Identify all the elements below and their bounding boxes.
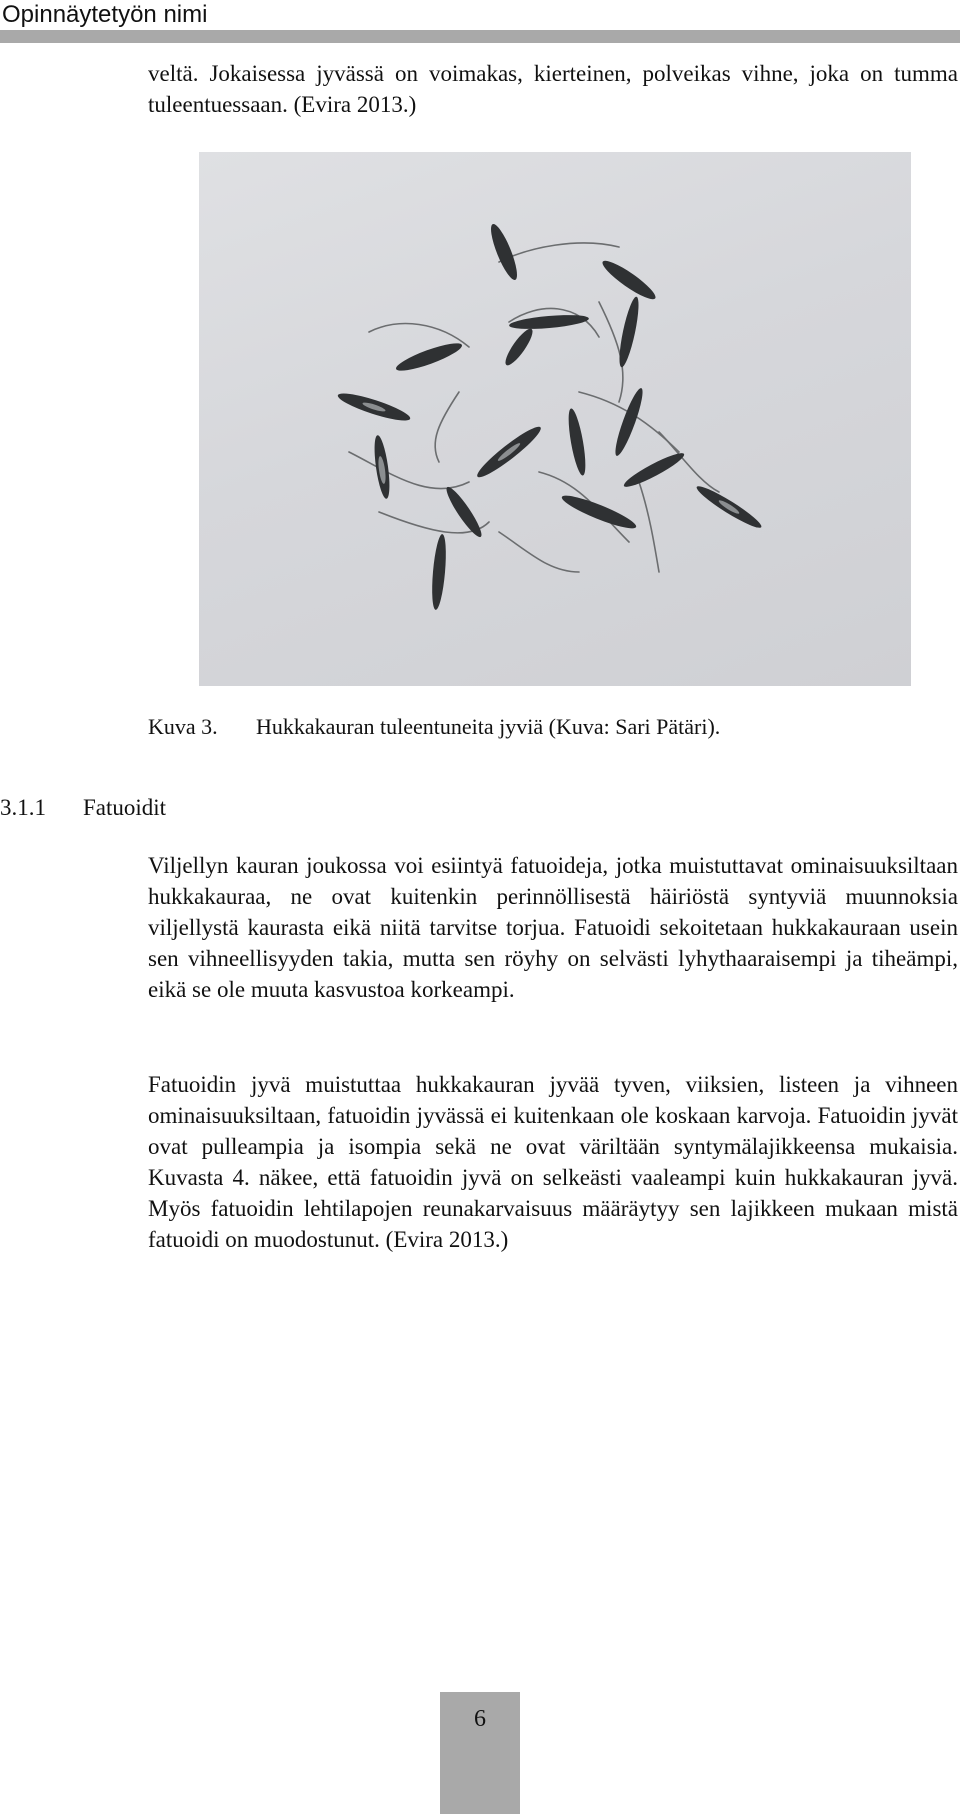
page-number: 6 xyxy=(474,1706,486,1732)
figure-number: Kuva 3. xyxy=(148,714,218,739)
seed-grains xyxy=(336,222,765,611)
paragraph-intro: veltä. Jokaisessa jyvässä on voimakas, kierteinen, polveikas vihne, joka on tumma tuleentuessaan. (Evira 2013.) xyxy=(148,61,958,117)
page-number-box xyxy=(440,1692,520,1814)
figure-photo-wild-oat-seeds xyxy=(199,152,911,686)
paragraph-fatuoidit-1: Viljellyn kauran joukossa voi esiintyä fatuoideja, jotka muistuttavat ominaisuuksiltaan hukkakauraa, ne ovat kuitenkin perinnöllisestä häiriöstä syntyviä muunnoksia viljellystä kaurasta eikä niitä tarvitse torjua. Fatuoidi sekoitetaan hukkakauraan usein sen vihneellisyyden takia, mutta sen röyhy on selvästi lyhythaaraisempi ja tiheämpi, eikä se ole muuta kasvustoa korkeampi. xyxy=(148,853,958,1002)
figure-caption-text: Hukkakauran tuleentuneita jyviä (Kuva: Sari Pätäri). xyxy=(256,714,721,739)
running-header-title: Opinnäytetyön nimi xyxy=(2,1,208,28)
header-divider-bar xyxy=(0,30,960,43)
seed-grain-highlights xyxy=(362,401,741,516)
figure-caption xyxy=(148,712,720,742)
section-number: 3.1.1 xyxy=(0,795,46,820)
section-title: Fatuoidit xyxy=(83,795,167,820)
paragraph-fatuoidit-2: Fatuoidin jyvä muistuttaa hukkakauran jyvää tyven, viiksien, listeen ja vihneen ominaisuuksiltaan, fatuoidin jyvässä ei kuitenkaan ole koskaan karvoja. Fatuoidin jyvät ovat pulleampia ja isompia sekä ne ovat väriltään syntymälajikkeensa mukaisia. Kuvasta 4. näkee, että fatuoidin jyvä on selkeästi vaaleampi kuin hukkakauran jyvä. Myös fatuoidin lehtilapojen reunakarvaisuus määräytyy sen lajikkeen mukaan mistä fatuoidi on muodostunut. (Evira 2013.) xyxy=(148,1072,958,1252)
seed-illustration xyxy=(199,152,911,686)
section-heading xyxy=(0,793,166,823)
seed-awns xyxy=(349,243,719,572)
